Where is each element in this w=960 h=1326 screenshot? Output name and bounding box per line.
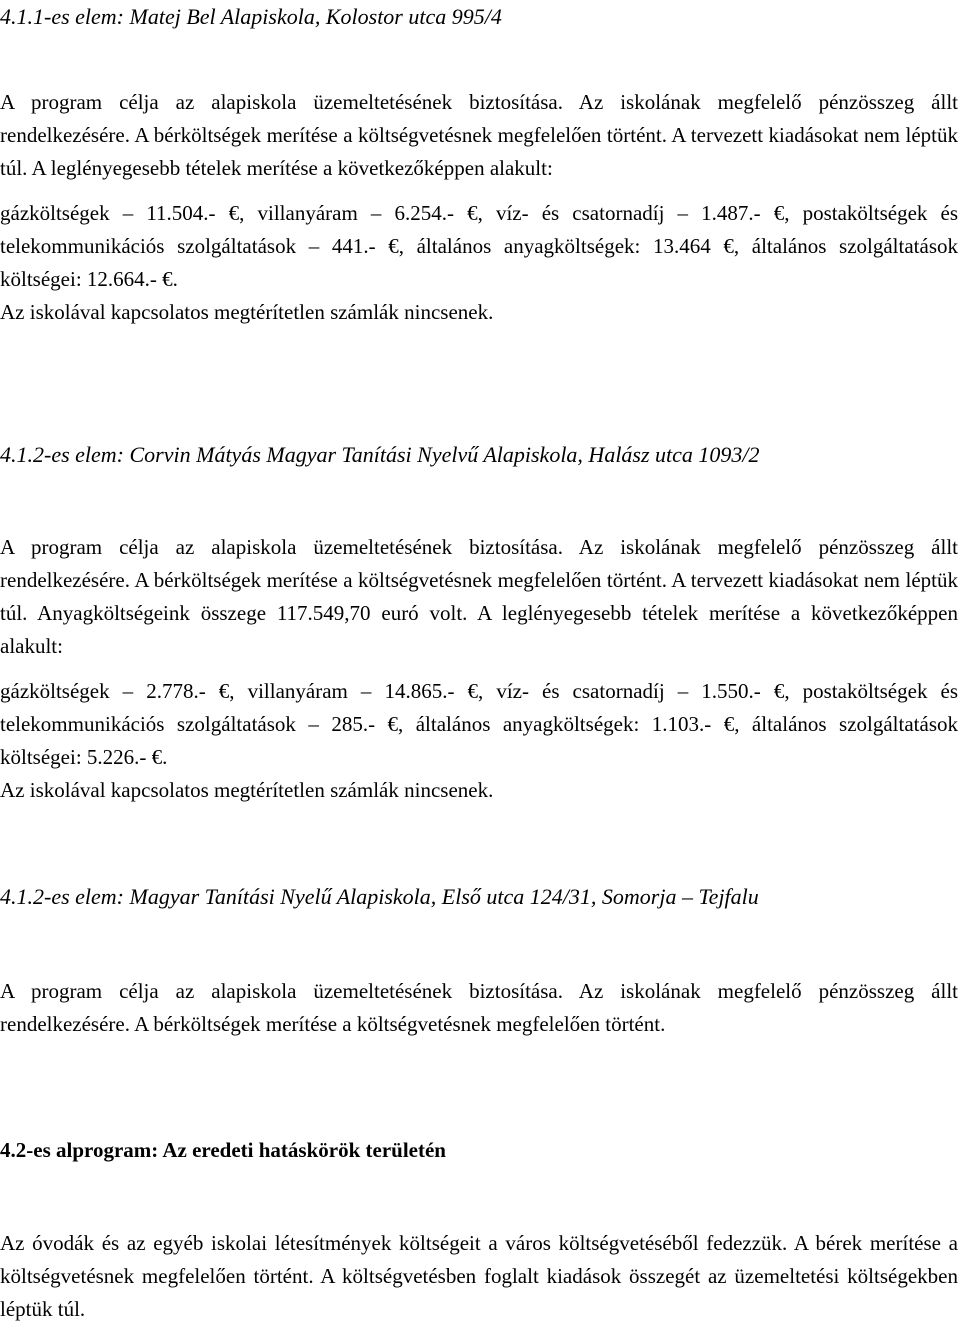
section-1-note: Az iskolával kapcsolatos megtérítetlen számlák nincsenek. [0, 300, 494, 324]
section-heading-4-1-1: 4.1.1-es elem: Matej Bel Alapiskola, Kolostor utca 995/4 [0, 4, 502, 29]
section-1-intro: A program célja az alapiskola üzemeltetésének biztosítása. Az iskolának megfelelő pénzösszeg állt rendelkezésére. A bérköltségek merítése a költségvetésnek megfelelően történt. A tervezett kiadásokat nem léptük túl. A leglényegesebb tételek merítése a következőképpen alakult: [0, 90, 958, 180]
section-2-note: Az iskolával kapcsolatos megtérítetlen számlák nincsenek. [0, 778, 494, 802]
section-3-intro: A program célja az alapiskola üzemeltetésének biztosítása. Az iskolának megfelelő pénzösszeg állt rendelkezésére. A bérköltségek merítése a költségvetésnek megfelelően történt. [0, 979, 958, 1036]
section-heading-4-2: 4.2-es alprogram: Az eredeti hatáskörök területén [0, 1138, 446, 1162]
section-1-body [0, 86, 958, 329]
section-2-costs: gázköltségek – 2.778.- €, villanyáram – 14.865.- €, víz- és csatornadíj – 1.550.- €, postaköltségek és telekommunikációs szolgáltatások – 285.- €, általános anyagköltségek: 1.103.- €, általános szolgáltatások költségei: 5.226.- €. [0, 679, 958, 769]
section-1-costs: gázköltségek – 11.504.- €, villanyáram – 6.254.- €, víz- és csatornadíj – 1.487.- €, postaköltségek és telekommunikációs szolgáltatások – 441.- €, általános anyagköltségek: 13.464 €, általános szolgáltatások költségei: 12.664.- €. [0, 201, 958, 291]
section-3-body [0, 975, 958, 1041]
section-2-body [0, 531, 958, 807]
section-2-intro: A program célja az alapiskola üzemeltetésének biztosítása. Az iskolának megfelelő pénzösszeg állt rendelkezésére. A bérköltségek merítése a költségvetésnek megfelelően történt. A tervezett kiadásokat nem léptük túl. Anyagköltségeink összege 117.549,70 euró volt. A leglényegesebb tételek merítése a következőképpen alakult: [0, 535, 958, 658]
section-heading-4-1-2: 4.1.2-es elem: Corvin Mátyás Magyar Tanítási Nyelvű Alapiskola, Halász utca 1093/2 [0, 442, 760, 467]
section-4-body [0, 1227, 958, 1326]
section-heading-4-1-2b: 4.1.2-es elem: Magyar Tanítási Nyelű Alapiskola, Első utca 124/31, Somorja – Tejfalu [0, 884, 759, 909]
section-4-text: Az óvodák és az egyéb iskolai létesítmények költségeit a város költségvetéséből fedezzük. A bérek merítése a költségvetésnek megfelelően történt. A költségvetésben foglalt kiadások összegét az üzemeltetési költségekben léptük túl. [0, 1231, 958, 1321]
